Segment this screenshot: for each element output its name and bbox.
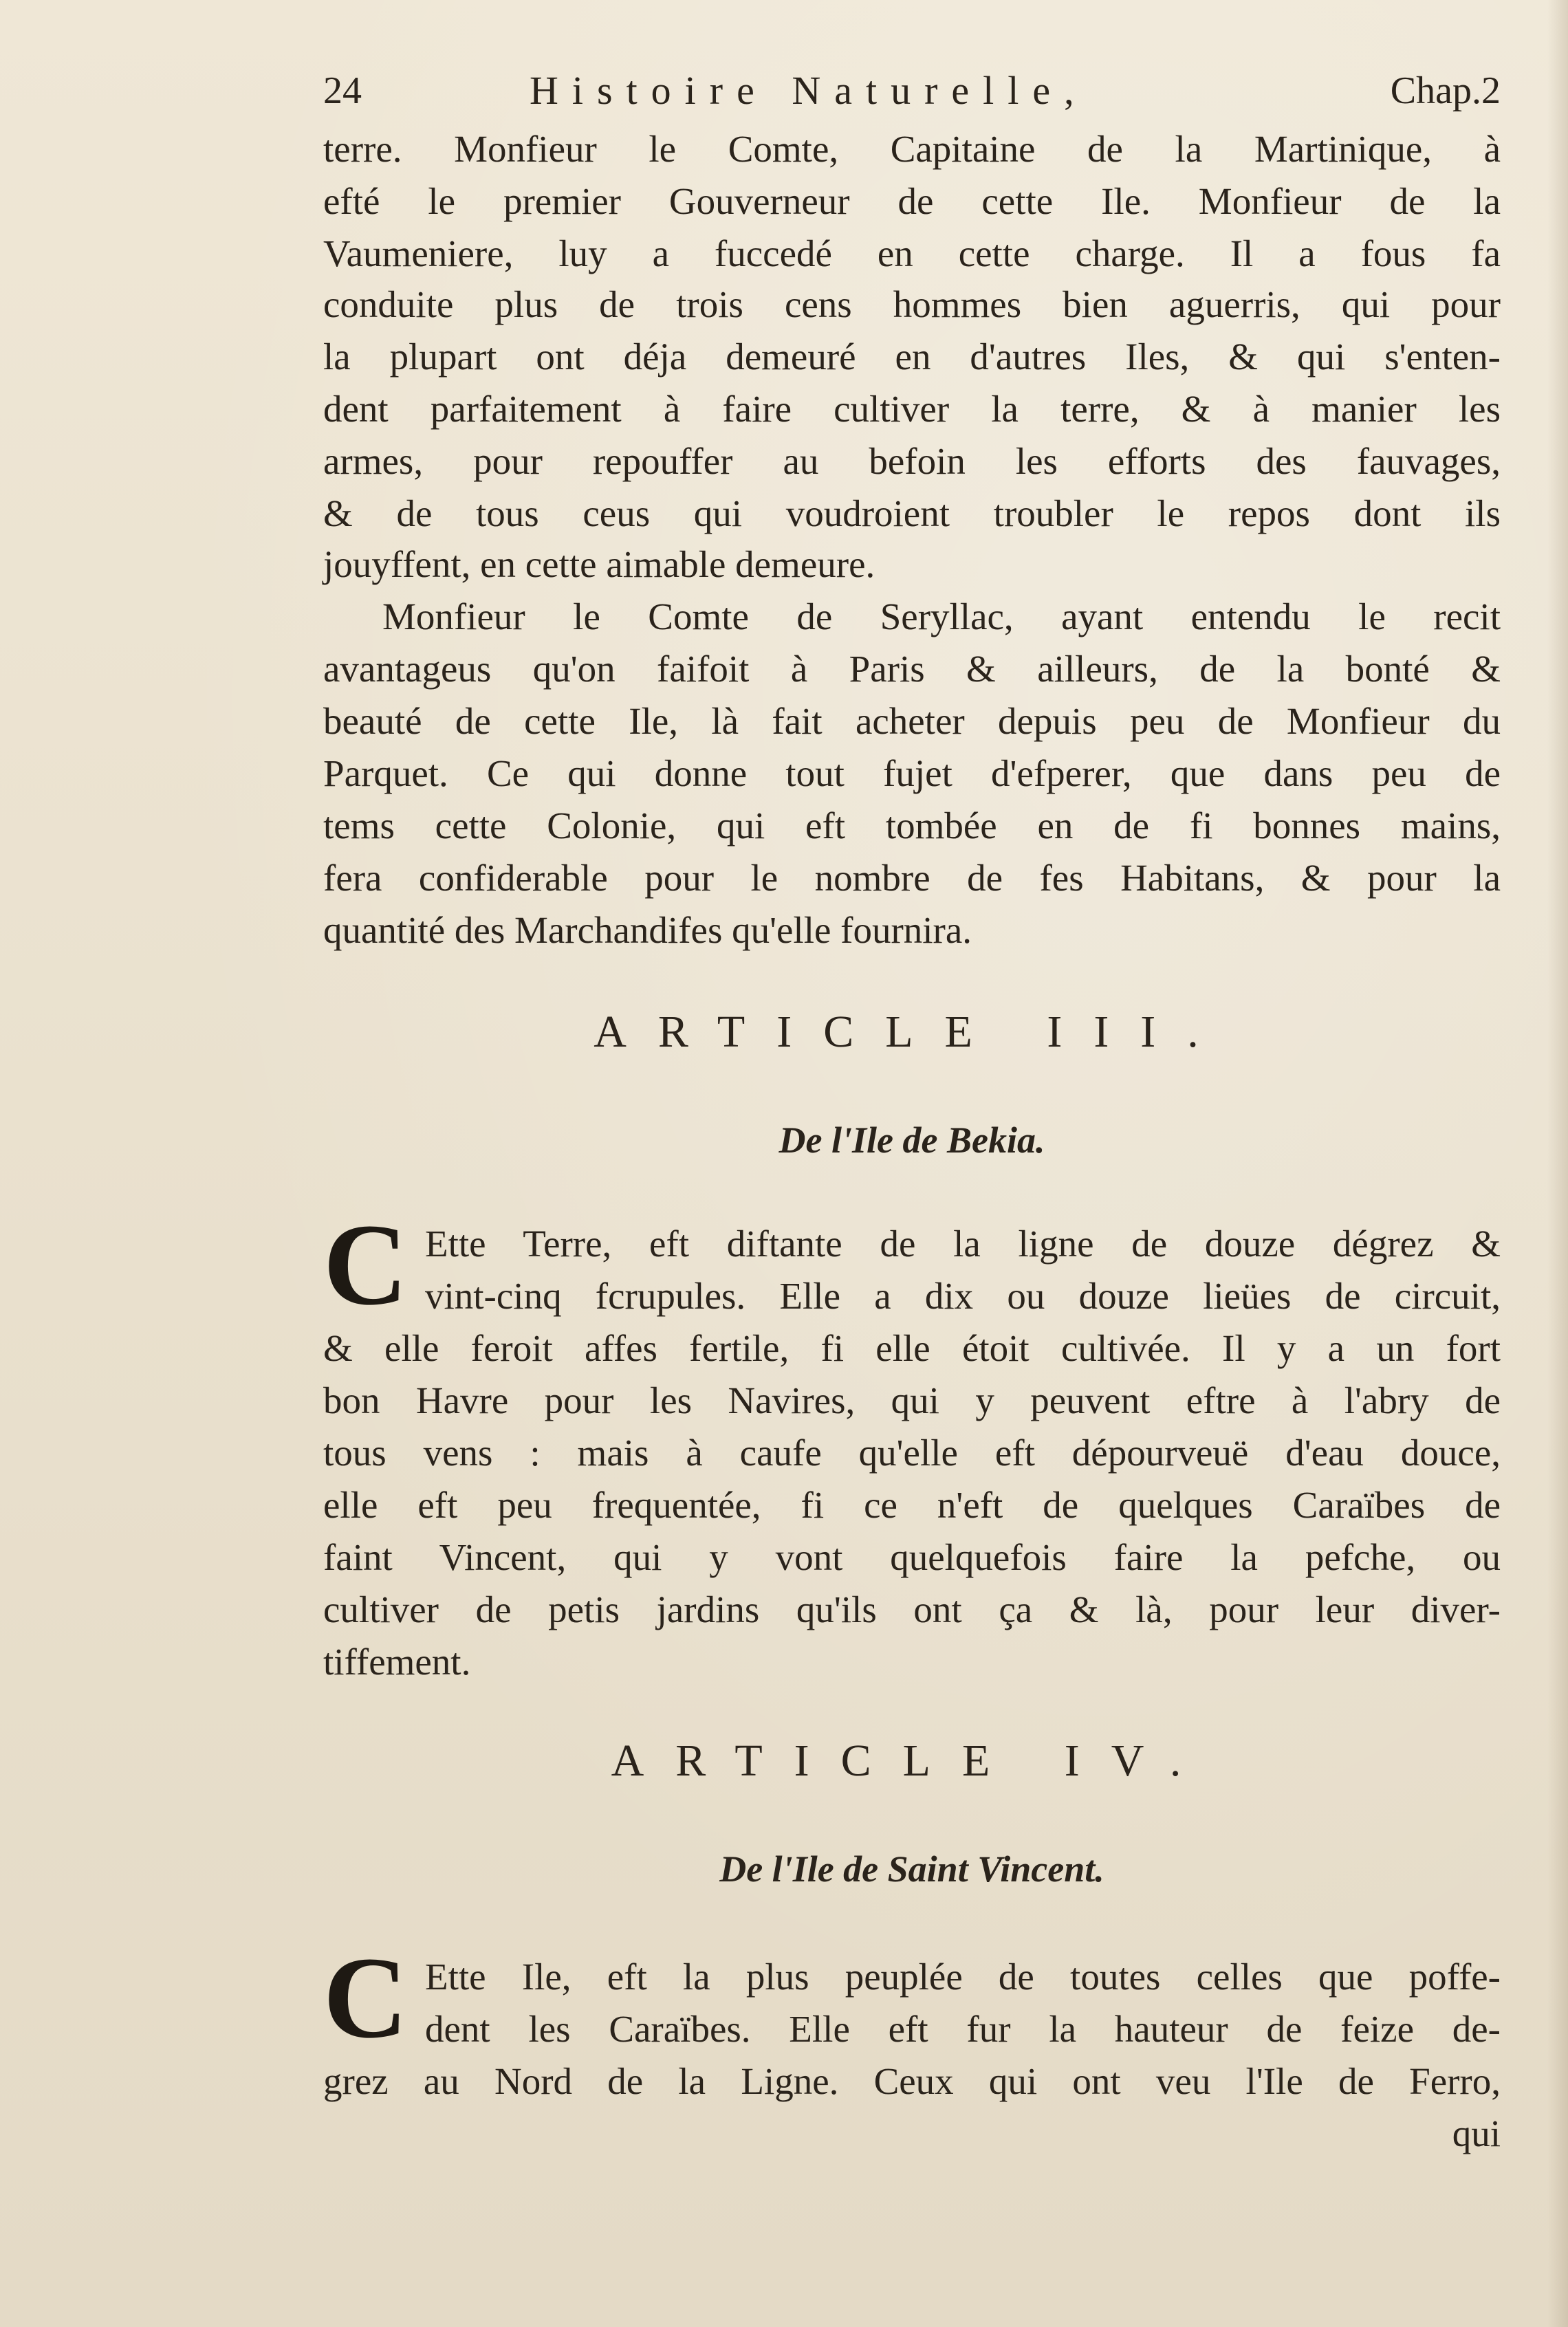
text-line: la plupart ont déja demeuré en d'autres Iles, & qui s'enten- <box>323 336 1501 378</box>
text-line: fera confiderable pour le nombre de fes Habitans, & pour la <box>323 857 1501 899</box>
chapter-label: Chap.2 <box>1390 69 1501 112</box>
running-title: Histoire Naturelle, <box>530 68 1088 113</box>
text-line: cultiver de petis jardins qu'ils ont ça & là, pour leur diver- <box>323 1588 1501 1630</box>
text-line: Vaumeniere, luy a fuccedé en cette charge. Il a fous fa <box>323 232 1501 274</box>
text-line: jouyffent, en cette aimable demeure. <box>323 543 875 585</box>
article-heading: ARTICLE IV. <box>611 1736 1213 1786</box>
text-line: terre. Monfieur le Comte, Capitaine de la Martinique, à <box>323 128 1501 170</box>
text-line: Ette Terre, eft diftante de la ligne de douze dégrez & <box>425 1223 1501 1265</box>
text-line: dent parfaitement à faire cultiver la terre, & à manier les <box>323 388 1501 430</box>
text-line: tems cette Colonie, qui eft tombée en de fi bonnes mains, <box>323 805 1501 846</box>
text-line: armes, pour repouffer au befoin les efforts des fauvages, <box>323 440 1501 482</box>
text-line: Ette Ile, eft la plus peuplée de toutes celles que poffe- <box>425 1956 1501 1998</box>
text-line: elle eft peu frequentée, fi ce n'eft de quelques Caraïbes de <box>323 1484 1501 1526</box>
text-line: tous vens : mais à caufe qu'elle eft dépourveuë d'eau douce, <box>323 1432 1501 1474</box>
text-line: conduite plus de trois cens hommes bien aguerris, qui pour <box>323 283 1501 325</box>
text-line: avantageus qu'on faifoit à Paris & ailleurs, de la bonté & <box>323 648 1501 690</box>
article-heading: ARTICLE III. <box>594 1007 1230 1057</box>
text-line: beauté de cette Ile, là fait acheter depuis peu de Monfieur du <box>323 700 1501 742</box>
text-line: dent les Caraïbes. Elle eft fur la hauteur de feize de- <box>425 2008 1501 2050</box>
text-line: grez au Nord de la Ligne. Ceux qui ont veu l'Ile de Ferro, <box>323 2060 1501 2102</box>
catchword: qui <box>1452 2112 1501 2154</box>
text-line: tiffement. <box>323 1641 471 1683</box>
text-line: Parquet. Ce qui donne tout fujet d'efperer, que dans peu de <box>323 752 1501 794</box>
text-line: bon Havre pour les Navires, qui y peuvent eftre à l'abry de <box>323 1379 1501 1421</box>
drop-cap: C <box>323 1933 408 2062</box>
text-line: vint-cinq fcrupules. Elle a dix ou douze lieües de circuit, <box>425 1275 1501 1317</box>
page-edge-shadow <box>1547 0 1568 2327</box>
text-line: & elle feroit affes fertile, fi elle étoit cultivée. Il y a un fort <box>323 1327 1501 1369</box>
text-line: Monfieur le Comte de Seryllac, ayant entendu le recit <box>382 596 1501 637</box>
running-header <box>323 63 1501 118</box>
article-subtitle: De l'Ile de Bekia. <box>778 1119 1045 1161</box>
page-number: 24 <box>323 69 362 112</box>
text-line: faint Vincent, qui y vont quelquefois faire la pefche, ou <box>323 1536 1501 1578</box>
drop-cap: C <box>323 1200 408 1329</box>
article-subtitle: De l'Ile de Saint Vincent. <box>719 1848 1104 1890</box>
text-line: efté le premier Gouverneur de cette Ile. Monfieur de la <box>323 180 1501 222</box>
text-line: & de tous ceus qui voudroient troubler le repos dont ils <box>323 492 1501 534</box>
text-line: quantité des Marchandifes qu'elle fournira. <box>323 909 972 951</box>
